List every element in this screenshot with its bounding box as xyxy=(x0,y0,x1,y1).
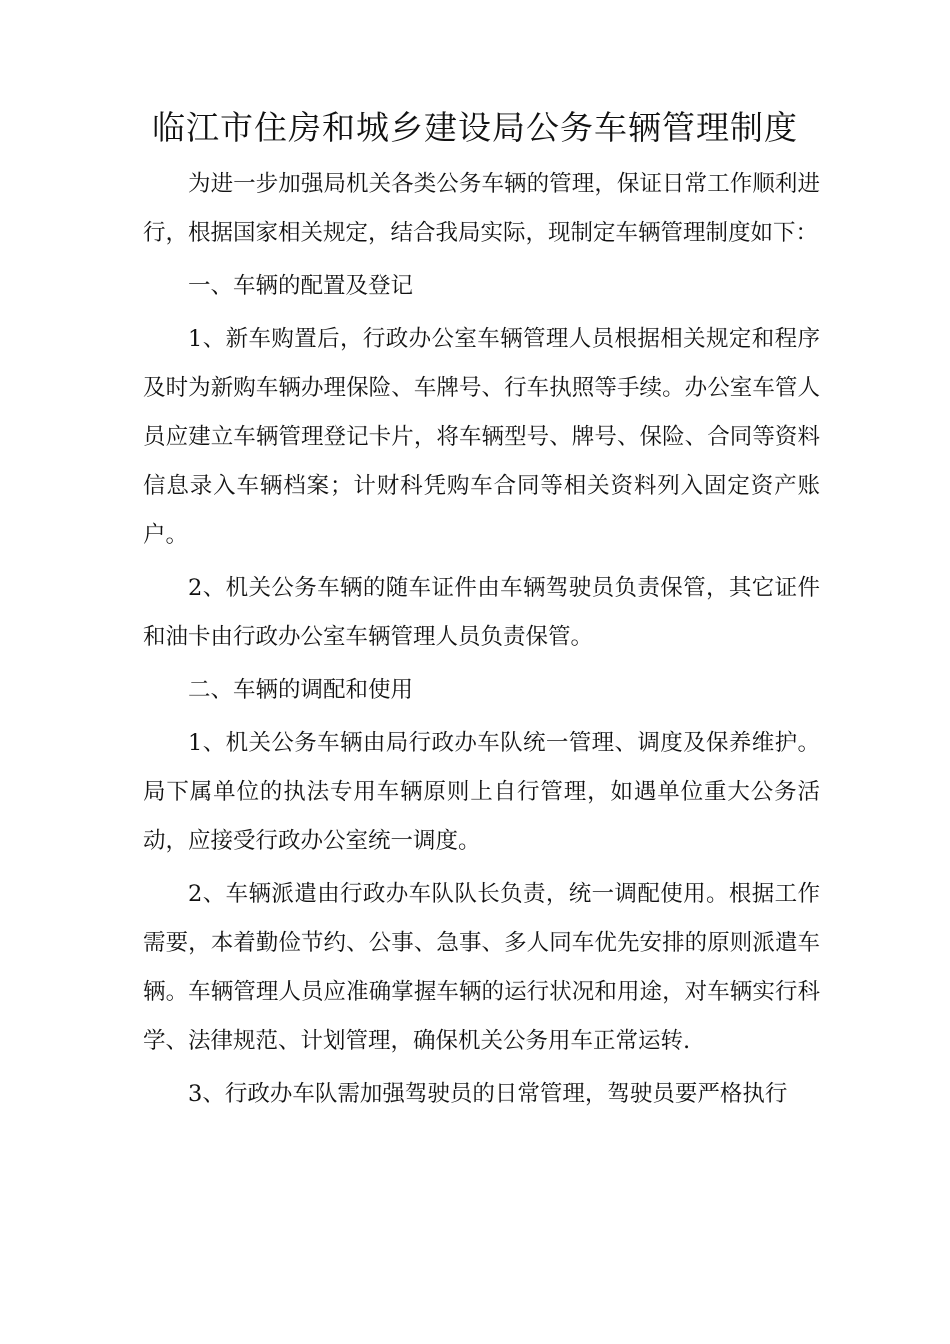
section-1-item-2: 2、机关公务车辆的随车证件由车辆驾驶员负责保管，其它证件和油卡由行政办公室车辆管理人员负责保管。 xyxy=(143,575,820,650)
section-2-item-1: 1、机关公务车辆由局行政办车队统一管理、调度及保养维护。局下属单位的执法专用车辆原则上自行管理，如遇单位重大公务活动，应接受行政办公室统一调度。 xyxy=(143,730,820,854)
section-heading-2: 二、车辆的调配和使用 xyxy=(188,677,414,703)
document-title: 临江市住房和城乡建设局公务车辆管理制度 xyxy=(152,108,798,147)
section-2-item-3: 3、行政办车队需加强驾驶员的日常管理，驾驶员要严格执行 xyxy=(188,1081,788,1107)
section-2-item-2: 2、车辆派遣由行政办车队队长负责，统一调配使用。根据工作需要，本着勤俭节约、公事、急事、多人同车优先安排的原则派遣车辆。车辆管理人员应准确掌握车辆的运行状况和用途，对车辆实行科学、法律规范、计划管理，确保机关公务用车正常运转. xyxy=(143,881,820,1054)
intro-paragraph: 为进一步加强局机关各类公务车辆的管理，保证日常工作顺利进行，根据国家相关规定，结合我局实际，现制定车辆管理制度如下： xyxy=(143,171,820,246)
document-body xyxy=(143,160,820,1119)
section-heading-1: 一、车辆的配置及登记 xyxy=(188,273,414,299)
section-1-item-1: 1、新车购置后，行政办公室车辆管理人员根据相关规定和程序及时为新购车辆办理保险、车牌号、行车执照等手续。办公室车管人员应建立车辆管理登记卡片，将车辆型号、牌号、保险、合同等资料信息录入车辆档案；计财科凭购车合同等相关资料列入固定资产账户。 xyxy=(143,326,820,548)
